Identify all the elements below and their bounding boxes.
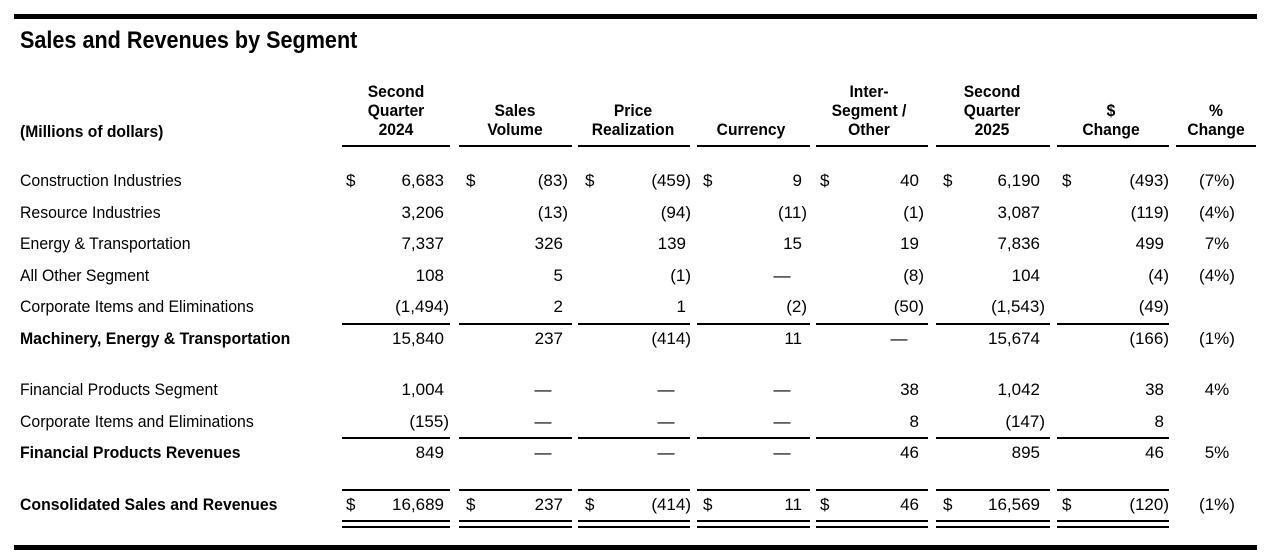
table-cell: 15,840 [392, 329, 444, 348]
units-label: (Millions of dollars) [20, 122, 164, 141]
table-cell: (83) [537, 171, 568, 190]
currency-symbol: $ [820, 495, 830, 514]
table-cell: — [890, 329, 908, 348]
table-cell: 5 [553, 266, 563, 285]
header-underline [697, 145, 810, 147]
table-cell: (459) [651, 171, 691, 190]
table-cell: 7,836 [997, 234, 1040, 253]
row-label: Corporate Items and Eliminations [20, 412, 254, 431]
table-cell: 6,683 [401, 171, 444, 190]
total-double-underline [1057, 520, 1169, 522]
column-header: Volume [487, 120, 543, 139]
table-cell: — [657, 443, 675, 462]
table-cell: 16,569 [988, 495, 1040, 514]
header-underline [459, 145, 572, 147]
column-header: Price [613, 101, 653, 120]
table-cell: — [773, 380, 791, 399]
column-header: Segment / [831, 101, 907, 120]
currency-symbol: $ [943, 171, 953, 190]
total-overline [697, 489, 810, 491]
subtotal-underline [816, 323, 928, 325]
column-header: % [1209, 101, 1223, 120]
subtotal-underline [578, 437, 690, 439]
row-label: Machinery, Energy & Transportation [20, 329, 291, 348]
subtotal-underline [697, 323, 810, 325]
table-cell: (8) [903, 266, 924, 285]
table-cell: (1) [670, 266, 691, 285]
table-cell: (166) [1129, 329, 1169, 348]
table-cell: 104 [1011, 266, 1040, 285]
table-cell: (7%) [1199, 171, 1235, 190]
table-cell: (94) [660, 203, 691, 222]
subtotal-underline [1057, 323, 1169, 325]
subtotal-underline [816, 437, 928, 439]
table-cell: 237 [534, 495, 563, 514]
table-cell: 11 [784, 329, 802, 348]
total-double-underline [1057, 526, 1169, 528]
subtotal-underline [936, 323, 1050, 325]
table-cell: 1,004 [401, 380, 444, 399]
table-cell: (414) [651, 495, 691, 514]
table-cell: — [534, 412, 552, 431]
table-cell: (1%) [1199, 329, 1235, 348]
table-cell: 7,337 [401, 234, 444, 253]
table-cell: 8 [909, 412, 919, 431]
header-underline [1057, 145, 1169, 147]
table-cell: (50) [893, 297, 924, 316]
column-header: Inter- [849, 82, 889, 101]
column-header: 2024 [378, 120, 414, 139]
currency-symbol: $ [820, 171, 830, 190]
table-cell: (11) [778, 203, 807, 222]
total-overline [936, 489, 1050, 491]
total-double-underline [342, 520, 450, 522]
table-cell: 7% [1204, 234, 1230, 253]
table-cell: 1 [676, 297, 686, 316]
table-cell: 108 [415, 266, 444, 285]
currency-symbol: $ [585, 171, 595, 190]
header-underline [936, 145, 1050, 147]
table-cell: (4) [1148, 266, 1169, 285]
table-cell: — [534, 380, 552, 399]
table-cell: (1,543) [991, 297, 1045, 316]
table-cell: (414) [651, 329, 691, 348]
table-cell: 38 [900, 380, 919, 399]
currency-symbol: $ [346, 495, 356, 514]
total-overline [342, 489, 450, 491]
row-label: All Other Segment [20, 266, 150, 285]
table-cell: 38 [1145, 380, 1164, 399]
table-cell: 326 [534, 234, 563, 253]
subtotal-underline [459, 323, 572, 325]
subtotal-underline [342, 437, 450, 439]
column-header: 2025 [974, 120, 1010, 139]
total-double-underline [578, 520, 690, 522]
header-underline [342, 145, 450, 147]
table-cell: — [657, 412, 675, 431]
total-overline [1057, 489, 1169, 491]
total-double-underline [459, 520, 572, 522]
currency-symbol: $ [346, 171, 356, 190]
header-underline [816, 145, 928, 147]
table-cell: (1%) [1199, 495, 1235, 514]
table-cell: 499 [1135, 234, 1164, 253]
currency-symbol: $ [585, 495, 595, 514]
table-cell: 237 [534, 329, 563, 348]
table-cell: (13) [537, 203, 568, 222]
subtotal-underline [697, 437, 810, 439]
total-double-underline [816, 526, 928, 528]
table-cell: 849 [415, 443, 444, 462]
currency-symbol: $ [466, 495, 476, 514]
table-cell: 8 [1154, 412, 1164, 431]
header-underline [578, 145, 690, 147]
total-double-underline [936, 520, 1050, 522]
table-cell: 139 [657, 234, 686, 253]
top-rule [14, 14, 1257, 19]
total-double-underline [697, 526, 810, 528]
row-label: Energy & Transportation [20, 234, 191, 253]
column-header: Realization [591, 120, 675, 139]
table-cell: 46 [900, 443, 919, 462]
table-cell: — [773, 443, 791, 462]
table-cell: 40 [900, 171, 919, 190]
total-double-underline [578, 526, 690, 528]
column-header: Second [367, 82, 425, 101]
total-double-underline [342, 526, 450, 528]
table-cell: 11 [784, 495, 802, 514]
table-cell: (49) [1138, 297, 1169, 316]
total-double-underline [936, 526, 1050, 528]
row-label: Construction Industries [20, 171, 182, 190]
column-header: Quarter [367, 101, 425, 120]
table-cell: 46 [1145, 443, 1164, 462]
column-header: Change [1082, 120, 1140, 139]
table-cell: 19 [900, 234, 919, 253]
table-cell: (147) [1005, 412, 1045, 431]
table-cell: 5% [1204, 443, 1230, 462]
table-cell: — [657, 380, 675, 399]
table-cell: 4% [1204, 380, 1230, 399]
table-cell: 2 [553, 297, 563, 316]
row-label: Financial Products Segment [20, 380, 218, 399]
header-underline [1176, 145, 1256, 147]
subtotal-underline [342, 323, 450, 325]
currency-symbol: $ [1062, 495, 1072, 514]
table-title: Sales and Revenues by Segment [20, 27, 358, 54]
table-cell: 9 [792, 171, 802, 190]
table-cell: 46 [900, 495, 919, 514]
column-header: Sales [494, 101, 536, 120]
total-overline [459, 489, 572, 491]
table-cell: 15 [783, 234, 802, 253]
subtotal-underline [578, 323, 690, 325]
table-cell: 3,087 [997, 203, 1040, 222]
total-double-underline [697, 520, 810, 522]
column-header: Second [963, 82, 1021, 101]
currency-symbol: $ [703, 495, 713, 514]
column-header: $ [1106, 101, 1116, 120]
table-cell: (493) [1129, 171, 1169, 190]
column-header: Change [1187, 120, 1245, 139]
total-double-underline [459, 526, 572, 528]
total-overline [578, 489, 690, 491]
currency-symbol: $ [1062, 171, 1072, 190]
table-cell: — [534, 443, 552, 462]
subtotal-underline [936, 437, 1050, 439]
table-cell: 895 [1011, 443, 1040, 462]
table-cell: 1,042 [997, 380, 1040, 399]
currency-symbol: $ [943, 495, 953, 514]
table-cell: 15,674 [988, 329, 1040, 348]
table-cell: (120) [1129, 495, 1169, 514]
row-label: Corporate Items and Eliminations [20, 297, 254, 316]
table-cell: (155) [409, 412, 449, 431]
table-cell: (2) [786, 297, 807, 316]
column-header: Currency [716, 120, 786, 139]
row-label: Consolidated Sales and Revenues [20, 495, 278, 514]
total-overline [816, 489, 928, 491]
table-cell: (4%) [1199, 203, 1235, 222]
column-header: Quarter [963, 101, 1021, 120]
subtotal-underline [1057, 437, 1169, 439]
table-cell: 6,190 [997, 171, 1040, 190]
currency-symbol: $ [703, 171, 713, 190]
table-cell: (1) [903, 203, 924, 222]
table-cell: (1,494) [395, 297, 449, 316]
subtotal-underline [459, 437, 572, 439]
table-cell: (4%) [1199, 266, 1235, 285]
table-cell: — [773, 412, 791, 431]
table-cell: — [773, 266, 791, 285]
column-header: Other [848, 120, 890, 139]
table-cell: 3,206 [401, 203, 444, 222]
row-label: Resource Industries [20, 203, 161, 222]
bottom-rule [14, 545, 1257, 550]
table-cell: 16,689 [392, 495, 444, 514]
table-cell: (119) [1130, 203, 1169, 222]
total-double-underline [816, 520, 928, 522]
row-label: Financial Products Revenues [20, 443, 241, 462]
currency-symbol: $ [466, 171, 476, 190]
